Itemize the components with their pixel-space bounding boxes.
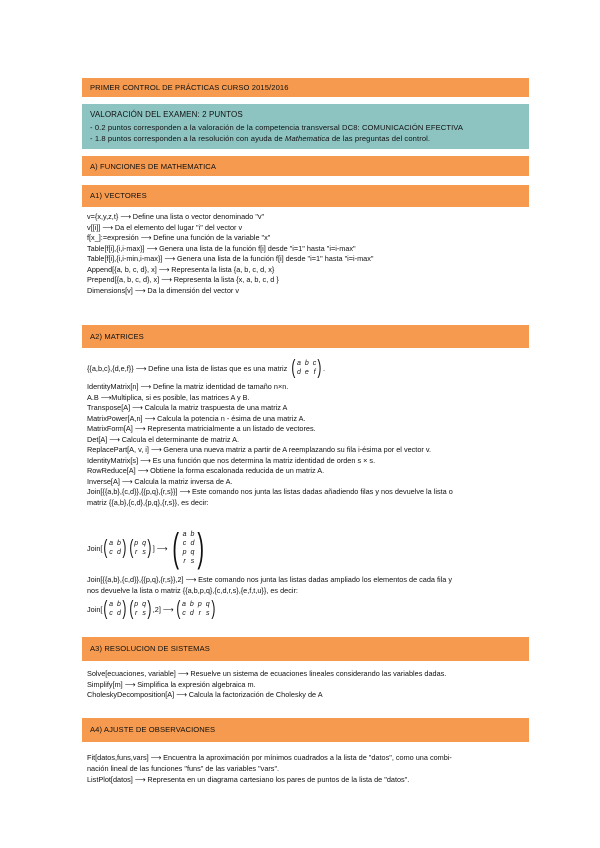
matrix-entry: b (304, 360, 309, 367)
vectores-line: v={x,y,z,t} ⟶ Define una lista o vector denominado "v" (87, 212, 265, 221)
matrix-join-cols-result: ( a b p q c d r s ) (176, 598, 215, 620)
matrix-entry: d (296, 369, 301, 376)
vectores-line: f[x_]:=expresión ⟶ Define una función de la variable "x" (87, 233, 271, 242)
matrices-list (87, 382, 453, 508)
section-a4-title: A4) AJUSTE DE OBSERVACIONES (90, 725, 216, 734)
matrix-entry: p (134, 601, 139, 608)
vectores-line: Table[f[i],{i,i-min,i-max}] ⟶ Genera una lista de la función f[i] desde "i=1" hasta "i=i-max" (87, 254, 374, 263)
vectores-line: Dimensions[v] ⟶ Da la dimensión del vector v (87, 285, 239, 295)
matrix-pq-rs: ( p q r s ) (128, 598, 152, 620)
matrix-entry: p (182, 549, 187, 556)
matrix-entry: b (190, 531, 195, 538)
matrices-line: MatrixForm[A] ⟶ Representa matricialmente a un listado de vectores. (87, 424, 316, 433)
sistemas-line: Simplify[m] ⟶ Simplifica la expresión algebraica m. (87, 679, 256, 689)
section-a3-title: A3) RESOLUCION DE SISTEMAS (90, 644, 210, 653)
section-a1-title: A1) VECTORES (90, 191, 147, 200)
join2-line: Join[{{a,b},{c,d}},{{p,q},{r,s}},2] ⟶ Este comando nos junta las listas dadas ampliado los elementos de cada fila y (87, 575, 453, 584)
ajuste-line: ListPlot[datos] ⟶ Representa en un diagrama cartesiano los pares de puntos de la lista de "datos". (87, 775, 410, 784)
matrix-entry: q (190, 549, 195, 556)
page-title: PRIMER CONTROL DE PRÁCTICAS CURSO 2015/2016 (90, 83, 289, 92)
matrix-entry: c (312, 360, 317, 367)
matrix-entry: c (182, 610, 186, 617)
matrix-abcdef: ( a b c d e f ) (291, 357, 322, 379)
matrix-entry: a (109, 601, 113, 608)
section-a3-header (82, 637, 529, 661)
matrix-entry: d (190, 540, 195, 547)
sistemas-line: CholeskyDecomposition[A] ⟶ Calcula la factorización de Cholesky de A (87, 690, 323, 699)
matrix-entry: f (313, 369, 316, 376)
matrices-line: Join[{{a,b},{c,d}},{{p,q},{r,s}}] ⟶ Este comando nos junta las listas dadas añadiendo filas y nos devuelve la lista o (87, 487, 453, 496)
matrix-entry: b (189, 601, 194, 608)
join2-description (87, 575, 452, 596)
matrix-entry: q (142, 601, 147, 608)
join2-line: nos devuelve la lista o matriz {{a,b,p,q},{c,d,r,s},{e,f,t,u}}, es decir: (87, 585, 298, 595)
matrix-entry: s (190, 558, 195, 565)
valoracion-box (82, 104, 529, 149)
sistemas-list (87, 669, 446, 701)
section-a2-title: A2) MATRICES (90, 332, 144, 341)
matrices-line: A.B ⟶Multiplica, si es posible, las matrices A y B. (87, 392, 250, 402)
matrix-entry: c (109, 610, 113, 617)
sistemas-line: Solve[ecuaciones, variable] ⟶ Resuelve un sistema de ecuaciones lineales considerando las variables dadas. (87, 669, 447, 678)
matrices-line: IdentityMatrix[s] ⟶ Es una función que nos determina la matriz identidad de orden s × s. (87, 455, 376, 465)
vectores-line: v[[i]] ⟶ Da el elemento del lugar "i" del vector v (87, 222, 243, 232)
matrices-line: ReplacePart[A, v, i] ⟶ Genera una nueva matriz a partir de A reemplazando su fila i-ésima por el vector v. (87, 445, 431, 454)
ajuste-line: nación lineal de las funciones "funs" de las variables "vars". (87, 764, 280, 773)
matrix-entry: q (142, 540, 147, 547)
valoracion-line-2: - 1.8 puntos corresponden a la resolución con ayuda de Mathematica de las preguntas del control. (90, 134, 431, 143)
matrix-entry: c (182, 540, 187, 547)
matrices-first-line: {{a,b,c},{d,e,f}} ⟶ Define una lista de listas que es una matriz ( a b c d e f ) . (87, 357, 325, 379)
matrix-entry: p (134, 540, 139, 547)
vectores-line: Append[{a, b, c, d}, x] ⟶ Representa la lista {a, b, c, d, x} (87, 264, 275, 274)
matrix-entry: s (142, 610, 146, 617)
vectores-list (87, 212, 373, 296)
matrix-entry: a (182, 601, 186, 608)
matrix-entry: r (198, 610, 201, 617)
matrix-entry: p (197, 601, 202, 608)
matrix-entry: d (117, 549, 121, 556)
matrix-entry: a (296, 360, 301, 367)
section-a2-header (82, 325, 529, 348)
matrices-line: Transpose[A] ⟶ Calcula la matriz traspuesta de una matriz A (87, 403, 288, 412)
matrix-entry: a (182, 531, 187, 538)
section-a4-header (82, 718, 529, 742)
matrix-entry: s (205, 610, 210, 617)
matrices-line: Det[A] ⟶ Calcula el determinante de matriz A. (87, 434, 240, 444)
ajuste-list (87, 752, 452, 785)
matrices-line: Inverse[A] ⟶ Calcula la matriz inversa de A. (87, 476, 233, 486)
section-a1-header (82, 185, 529, 207)
matrix-entry: d (117, 610, 121, 617)
matrix-entry: q (205, 601, 210, 608)
matrix-entry: b (117, 540, 121, 547)
header-bar (82, 78, 529, 97)
matrices-line: IdentityMatrix[n] ⟶ Define la matriz identidad de tamaño n×n. (87, 382, 289, 391)
matrix-entry: r (135, 549, 138, 556)
matrix-entry: e (304, 369, 309, 376)
section-a-header (82, 156, 529, 176)
section-a-title: A) FUNCIONES DE MATHEMATICA (90, 162, 217, 171)
matrix-entry: r (183, 558, 186, 565)
join-example-1: Join[ ( a b c d ) ( p q r s ) ] ⟶ ( a b c d p q r s ) (87, 525, 208, 571)
matrix-entry: r (135, 610, 138, 617)
matrix-pq-rs: ( p q r s ) (128, 537, 152, 559)
join-example-2: Join[ ( a b c d ) ( p q r s ) ,2] ⟶ ( a b p q c d r s ) (87, 598, 215, 620)
vectores-line: Prepend[{a, b, c, d}, x] ⟶ Representa la lista {x, a, b, c, d } (87, 275, 279, 284)
matrix-entry: b (117, 601, 121, 608)
vectores-line: Table[f[i],{i,i-max}] ⟶ Genera una lista de la función f[i] desde "i=1" hasta "i=i-max" (87, 243, 356, 253)
valoracion-line-1: - 0.2 puntos corresponden a la valoración de la competencia transversal DC8: COMUNICACIÓN EFECTIVA (90, 123, 464, 132)
ajuste-line: Fit[datos,funs,vars] ⟶ Encuentra la aproximación por mínimos cuadrados a la lista de "datos", como una combi- (87, 753, 452, 762)
matrix-ab-cd: ( a b c d ) (103, 598, 127, 620)
matrix-join-rows-result: ( a b c d p q r s ) (172, 526, 205, 570)
matrix-entry: c (109, 549, 113, 556)
matrices-line: RowReduce[A] ⟶ Obtiene la forma escalonada reducida de un matriz A. (87, 466, 325, 475)
matrix-entry: d (189, 610, 194, 617)
valoracion-title: VALORACIÓN DEL EXAMEN: 2 PUNTOS (90, 110, 243, 119)
matrix-entry: s (142, 549, 146, 556)
matrices-line: matriz {{a,b},{c,d},{p,q},{r,s}}, es decir: (87, 497, 209, 507)
matrix-ab-cd: ( a b c d ) (103, 537, 127, 559)
matrices-line: MatrixPower[A,n] ⟶ Calcula la potencia n - ésima de una matriz A. (87, 413, 306, 423)
matrix-entry: a (109, 540, 113, 547)
